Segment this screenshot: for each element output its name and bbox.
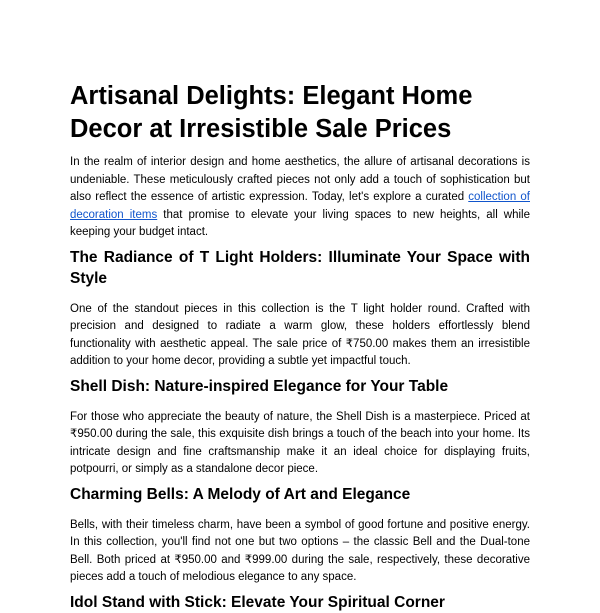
section-idol-stand: [70, 592, 530, 613]
section-heading-shell-dish: Shell Dish: Nature-inspired Elegance for Your Table: [70, 377, 449, 395]
section-body-t-light-holders: One of the standout pieces in this collection is the T light holder round. Crafted with precision and designed to radiate a warm glow, these holders effortlessly blend functionality with aesthetic appeal. The sale price of ₹750.00 makes them an irresistible addition to your home decor, providing a subtle yet impactful touch.: [70, 302, 530, 367]
section-shell-dish: [70, 376, 530, 479]
section-heading-charming-bells: Charming Bells: A Melody of Art and Elegance: [70, 485, 411, 503]
intro-text-before-link: In the realm of interior design and home aesthetics, the allure of artisanal decorations is undeniable. These meticulously crafted pieces not only add a touch of sophistication but also reflect the essence of artistic expression. Today, let's explore a curated: [70, 156, 530, 203]
section-body-shell-dish: For those who appreciate the beauty of nature, the Shell Dish is a masterpiece. Priced at ₹950.00 during the sale, this exquisite dish brings a touch of the beach into your home. Its intricate design and fine craftsmanship make it an ideal choice for displaying fruits, potpourri, or simply as a standalone decor piece.: [70, 410, 530, 475]
section-body-charming-bells: Bells, with their timeless charm, have been a symbol of good fortune and positive energy. In this collection, you'll find not one but two options – the classic Bell and the Dual-tone Bell. Both priced at ₹950.00 and ₹999.00 during the sale, respectively, these decorative pieces add a touch of melodious elegance to any space.: [70, 518, 530, 583]
intro-text-after-link: that promise to elevate your living spaces to new heights, all while keeping your budget intact.: [70, 208, 531, 238]
section-heading-t-light-holders: The Radiance of T Light Holders: Illuminate Your Space with Style: [70, 248, 530, 287]
section-t-light-holders: [70, 247, 530, 371]
decoration-items-link[interactable]: collection of decoration items: [70, 191, 530, 221]
section-heading-idol-stand: Idol Stand with Stick: Elevate Your Spiritual Corner: [70, 593, 445, 611]
section-charming-bells: [70, 484, 530, 587]
intro-paragraph: [70, 154, 530, 242]
document-title: Artisanal Delights: Elegant Home Decor at Irresistible Sale Prices: [70, 82, 473, 143]
